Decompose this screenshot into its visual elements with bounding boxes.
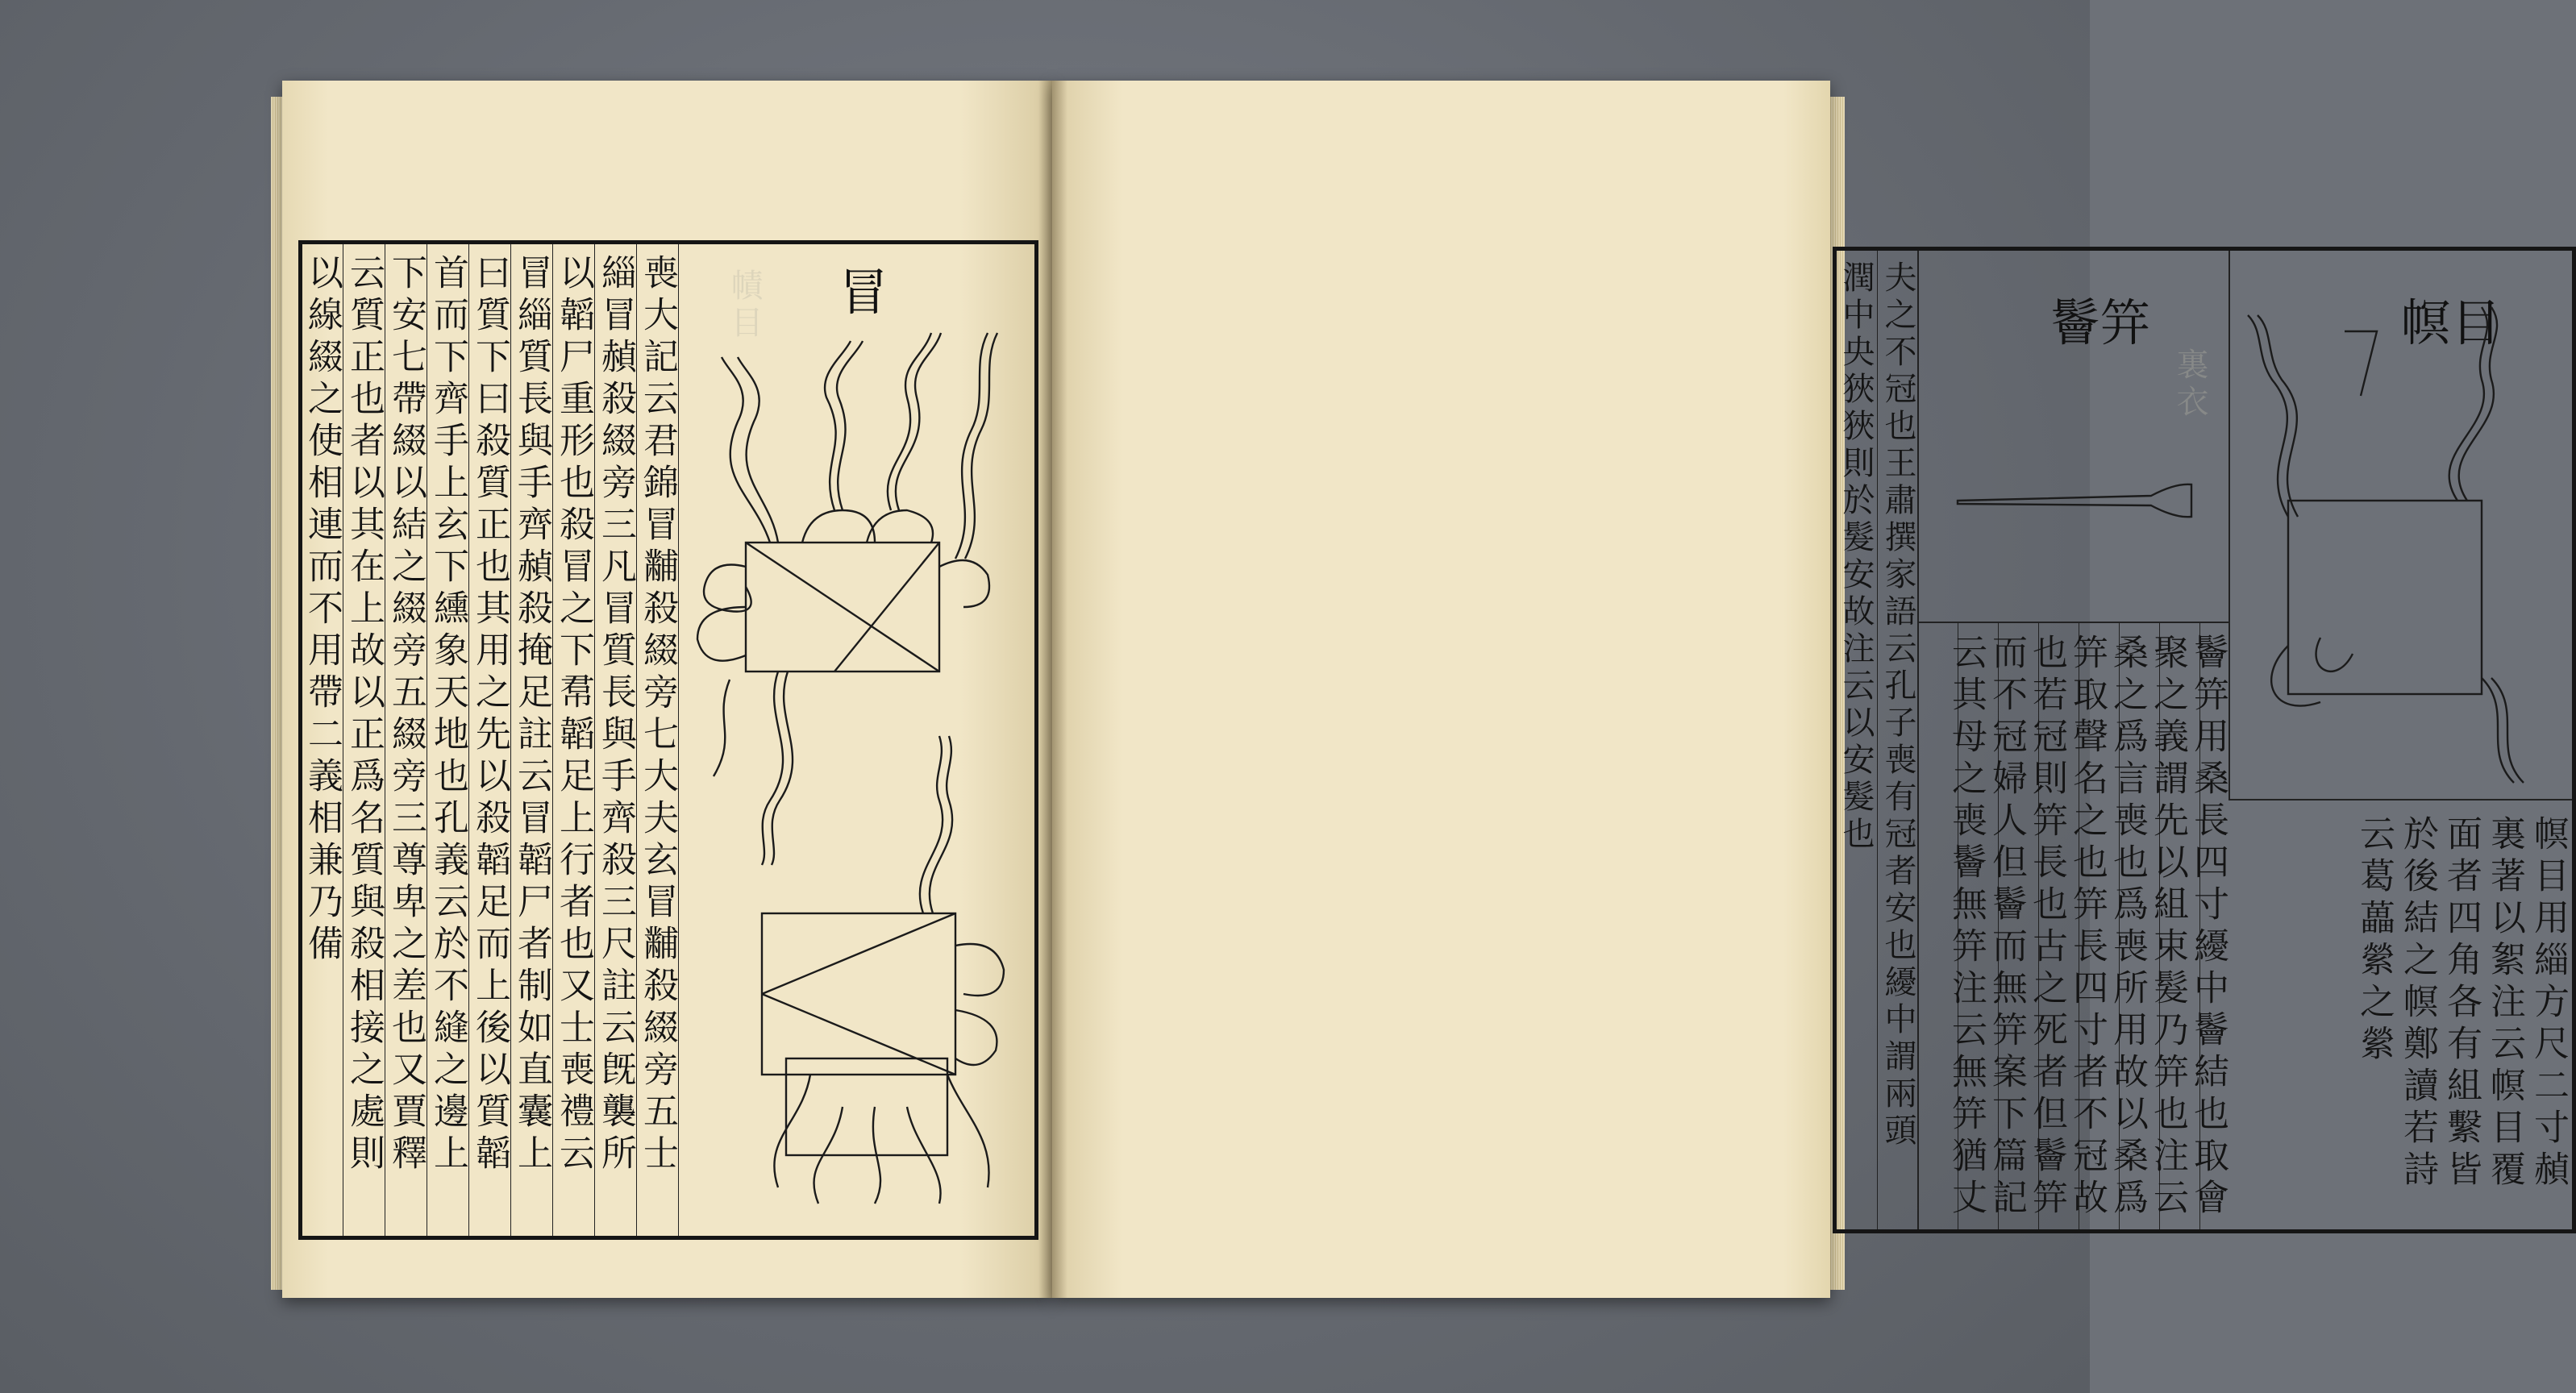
- jimu-text-column-3: 面者四角各有組繫皆: [2441, 815, 2482, 1192]
- text-column-4: 冒緇質長與手齊赬殺掩足註云冒韜尸者制如直囊上: [511, 254, 552, 1176]
- text-column-5: 曰質下曰殺質正也其用之先以殺韜足而上後以質韜: [469, 254, 510, 1176]
- open-book: [282, 81, 2569, 1322]
- show-through-text: 幘目: [726, 268, 763, 343]
- text-column-8: 云質正也者以其在上故以正爲名質與殺相接之處則: [343, 254, 385, 1176]
- guaiji-text-column-2: 聚之義謂先以組束髮乃笄也注云: [2147, 634, 2188, 1220]
- text-column-7: 下安七帶綴以結之綴旁五綴旁三尊卑之差也又賈釋: [385, 254, 427, 1176]
- guaiji-text-column-6: 而不冠婦人但鬠而無笄案下篇記: [1986, 634, 2027, 1220]
- figure-title-mao: 冒: [839, 263, 889, 322]
- text-column-2: 緇冒赬殺綴旁三凡冒質長與手齊殺三尺註云旣襲所: [595, 254, 636, 1176]
- outer-text-column-1: 夫之不冠也王肅撰家語云孔子喪有冠者安也纋中謂兩頭: [1879, 260, 1916, 1150]
- left-page: [282, 81, 1052, 1298]
- shroud-illustration: [681, 301, 1028, 1220]
- outer-text-column-2: 潤中央狹狹則於髮安故注云以安髮也: [1837, 260, 1875, 854]
- face-cover-illustration: [2240, 299, 2562, 791]
- left-page-frame: [298, 240, 1038, 1240]
- section-divider: [1917, 251, 1919, 1229]
- guaiji-text-column-1: 鬠笄用桑長四寸纋中鬠結也取會: [2187, 634, 2229, 1220]
- section-divider: [1917, 622, 2229, 623]
- column-rule: [678, 244, 679, 1236]
- guaiji-text-column-3: 桑之爲言喪也爲喪所用故以桑爲: [2107, 634, 2148, 1220]
- jimu-text-column-1: 幎目用緇方尺二寸赬: [2528, 815, 2569, 1192]
- jimu-text-column-5: 云葛藟縈之縈: [2353, 815, 2395, 1067]
- right-page-frame: [1833, 247, 2576, 1233]
- show-through-text: 裏衣: [2171, 347, 2208, 422]
- text-column-3: 以韜尸重形也殺冒之下帬韜足上行者也又士喪禮云: [553, 254, 594, 1176]
- jimu-text-column-4: 於後結之幎鄭讀若詩: [2397, 815, 2438, 1192]
- hairpin-illustration: [1950, 476, 2208, 525]
- text-column-1: 喪大記云君錦冒黼殺綴旁七大夫玄冒黼殺綴旁五士: [637, 254, 678, 1176]
- figure-title-guaiji: 鬠笄: [2050, 293, 2151, 352]
- text-column-6: 首而下齊手上玄下纁象天地也孔義云於不縫之邊上: [427, 254, 468, 1176]
- column-rule: [1877, 251, 1878, 1229]
- guaiji-text-column-5: 也若冠則笄長也古之死者但鬠笄: [2026, 634, 2067, 1220]
- guaiji-text-column-4: 笄取聲名之也笄長四寸者不冠故: [2066, 634, 2108, 1220]
- section-divider: [2229, 799, 2572, 800]
- section-divider: [2229, 251, 2230, 799]
- text-column-9: 以線綴之使相連而不用帶二義相兼乃備: [302, 254, 343, 967]
- figure-title-jimu: 幎目: [2401, 293, 2502, 352]
- right-page: [1052, 81, 2569, 1298]
- guaiji-text-column-7: 云其母之喪鬠無笄注云無笄猶丈: [1946, 634, 1987, 1220]
- jimu-text-column-2: 裏著以絮注云幎目覆: [2484, 815, 2525, 1192]
- book-gutter: [1038, 81, 1067, 1298]
